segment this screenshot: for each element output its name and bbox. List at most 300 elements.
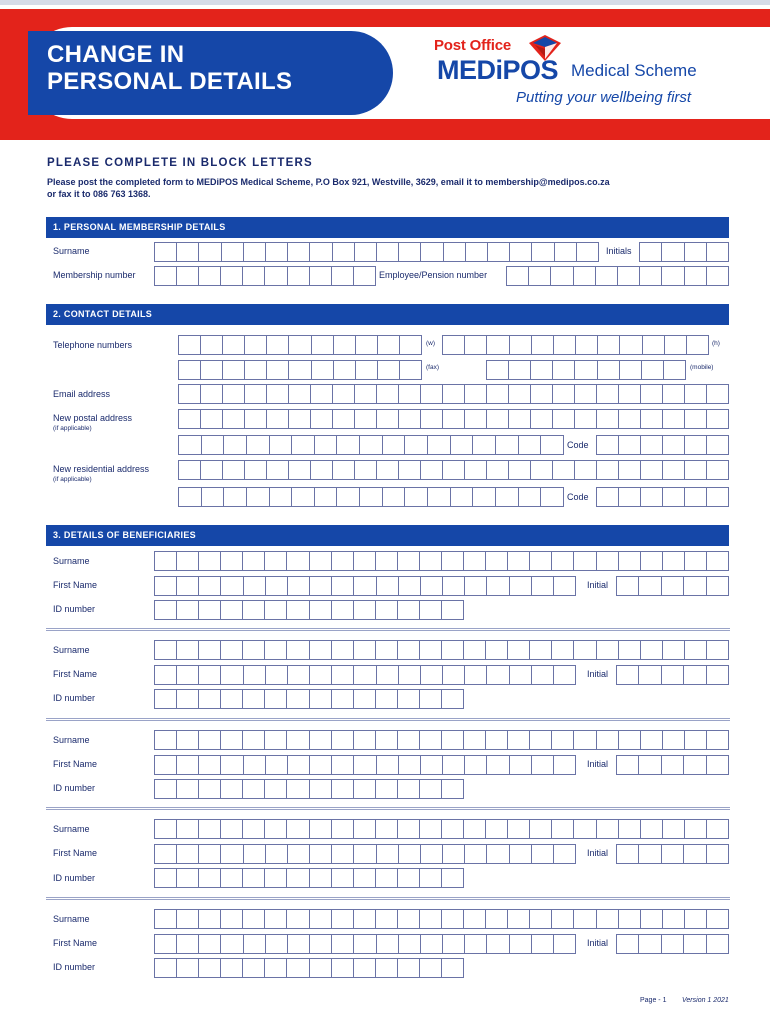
character-cell[interactable] <box>244 935 266 953</box>
character-cell[interactable] <box>707 552 728 570</box>
character-cell[interactable] <box>179 461 201 479</box>
character-cell[interactable] <box>597 641 619 659</box>
character-cell[interactable] <box>202 436 225 454</box>
character-cell[interactable] <box>496 436 519 454</box>
character-cell[interactable] <box>465 461 487 479</box>
character-cell[interactable] <box>378 336 400 354</box>
character-cell[interactable] <box>444 243 466 261</box>
character-cell[interactable] <box>267 410 289 428</box>
character-cell[interactable] <box>177 959 199 977</box>
character-cell[interactable] <box>201 361 223 379</box>
character-cell[interactable] <box>662 756 684 774</box>
character-cell[interactable] <box>420 731 442 749</box>
character-cell[interactable] <box>707 910 728 928</box>
character-cell[interactable] <box>243 780 265 798</box>
character-cell[interactable] <box>155 756 177 774</box>
character-cell[interactable] <box>334 361 356 379</box>
character-cell[interactable] <box>265 641 287 659</box>
character-cell[interactable] <box>267 336 289 354</box>
character-cell[interactable] <box>442 641 464 659</box>
character-cell[interactable] <box>355 410 377 428</box>
character-cell[interactable] <box>288 243 310 261</box>
character-cell[interactable] <box>312 361 334 379</box>
character-cell[interactable] <box>619 488 641 506</box>
character-cell[interactable] <box>289 461 311 479</box>
character-cell[interactable] <box>465 385 487 403</box>
character-cell[interactable] <box>428 488 451 506</box>
character-cell[interactable] <box>288 756 310 774</box>
fax-field[interactable] <box>178 360 422 380</box>
character-cell[interactable] <box>332 959 354 977</box>
character-cell[interactable] <box>663 731 685 749</box>
character-cell[interactable] <box>288 935 310 953</box>
character-cell[interactable] <box>598 336 620 354</box>
character-cell[interactable] <box>597 731 619 749</box>
character-cell[interactable] <box>641 552 663 570</box>
character-cell[interactable] <box>684 756 706 774</box>
character-cell[interactable] <box>596 267 618 285</box>
character-cell[interactable] <box>519 436 542 454</box>
character-cell[interactable] <box>155 935 177 953</box>
character-cell[interactable] <box>662 845 684 863</box>
character-cell[interactable] <box>155 780 177 798</box>
character-cell[interactable] <box>443 577 465 595</box>
character-cell[interactable] <box>421 845 443 863</box>
residential-code-field[interactable] <box>596 487 729 507</box>
character-cell[interactable] <box>574 267 596 285</box>
character-cell[interactable] <box>420 552 442 570</box>
character-cell[interactable] <box>310 910 332 928</box>
character-cell[interactable] <box>398 690 420 708</box>
character-cell[interactable] <box>575 361 597 379</box>
character-cell[interactable] <box>662 243 684 261</box>
character-cell[interactable] <box>510 666 532 684</box>
character-cell[interactable] <box>221 552 243 570</box>
beneficiary-4-initial-field[interactable] <box>616 844 729 864</box>
character-cell[interactable] <box>354 267 375 285</box>
character-cell[interactable] <box>575 385 597 403</box>
beneficiary-1-initial-field[interactable] <box>616 576 729 596</box>
beneficiary-3-surname-field[interactable] <box>154 730 729 750</box>
character-cell[interactable] <box>360 488 383 506</box>
character-cell[interactable] <box>451 488 474 506</box>
character-cell[interactable] <box>355 243 377 261</box>
character-cell[interactable] <box>530 552 552 570</box>
character-cell[interactable] <box>487 385 509 403</box>
character-cell[interactable] <box>199 641 221 659</box>
character-cell[interactable] <box>465 336 487 354</box>
character-cell[interactable] <box>443 410 465 428</box>
character-cell[interactable] <box>400 361 421 379</box>
character-cell[interactable] <box>541 436 563 454</box>
character-cell[interactable] <box>332 690 354 708</box>
character-cell[interactable] <box>177 552 199 570</box>
character-cell[interactable] <box>531 385 553 403</box>
character-cell[interactable] <box>465 845 487 863</box>
character-cell[interactable] <box>641 385 663 403</box>
beneficiary-2-initial-field[interactable] <box>616 665 729 685</box>
character-cell[interactable] <box>662 935 684 953</box>
character-cell[interactable] <box>641 910 663 928</box>
character-cell[interactable] <box>399 243 421 261</box>
character-cell[interactable] <box>640 243 662 261</box>
character-cell[interactable] <box>576 336 598 354</box>
telephone-work-field[interactable] <box>178 335 422 355</box>
character-cell[interactable] <box>510 935 532 953</box>
character-cell[interactable] <box>575 410 597 428</box>
character-cell[interactable] <box>639 845 661 863</box>
character-cell[interactable] <box>420 869 442 887</box>
beneficiary-5-surname-field[interactable] <box>154 909 729 929</box>
character-cell[interactable] <box>177 731 199 749</box>
character-cell[interactable] <box>663 820 685 838</box>
character-cell[interactable] <box>530 910 552 928</box>
character-cell[interactable] <box>267 461 289 479</box>
character-cell[interactable] <box>640 267 662 285</box>
character-cell[interactable] <box>332 601 354 619</box>
character-cell[interactable] <box>247 488 270 506</box>
character-cell[interactable] <box>663 552 685 570</box>
character-cell[interactable] <box>420 959 442 977</box>
character-cell[interactable] <box>310 666 332 684</box>
character-cell[interactable] <box>356 361 378 379</box>
character-cell[interactable] <box>507 267 529 285</box>
character-cell[interactable] <box>383 488 406 506</box>
character-cell[interactable] <box>337 488 360 506</box>
character-cell[interactable] <box>421 666 443 684</box>
character-cell[interactable] <box>243 267 265 285</box>
character-cell[interactable] <box>265 780 287 798</box>
character-cell[interactable] <box>155 690 177 708</box>
character-cell[interactable] <box>530 641 552 659</box>
character-cell[interactable] <box>442 780 463 798</box>
character-cell[interactable] <box>399 845 421 863</box>
beneficiary-3-first-name-field[interactable] <box>154 755 576 775</box>
character-cell[interactable] <box>442 601 463 619</box>
character-cell[interactable] <box>199 869 221 887</box>
character-cell[interactable] <box>487 361 509 379</box>
character-cell[interactable] <box>620 336 642 354</box>
membership-number-field[interactable] <box>154 266 376 286</box>
character-cell[interactable] <box>177 780 199 798</box>
character-cell[interactable] <box>617 845 639 863</box>
character-cell[interactable] <box>221 601 243 619</box>
character-cell[interactable] <box>707 731 728 749</box>
character-cell[interactable] <box>247 436 270 454</box>
character-cell[interactable] <box>554 666 575 684</box>
character-cell[interactable] <box>245 410 267 428</box>
character-cell[interactable] <box>443 756 465 774</box>
character-cell[interactable] <box>332 577 354 595</box>
character-cell[interactable] <box>510 336 532 354</box>
character-cell[interactable] <box>663 910 685 928</box>
character-cell[interactable] <box>311 461 333 479</box>
character-cell[interactable] <box>354 935 376 953</box>
character-cell[interactable] <box>245 361 267 379</box>
character-cell[interactable] <box>310 577 332 595</box>
character-cell[interactable] <box>310 267 332 285</box>
character-cell[interactable] <box>531 410 553 428</box>
character-cell[interactable] <box>641 461 663 479</box>
character-cell[interactable] <box>665 336 687 354</box>
character-cell[interactable] <box>421 243 443 261</box>
character-cell[interactable] <box>243 601 265 619</box>
character-cell[interactable] <box>597 385 619 403</box>
beneficiary-3-id-field[interactable] <box>154 779 464 799</box>
character-cell[interactable] <box>221 577 243 595</box>
character-cell[interactable] <box>177 869 199 887</box>
character-cell[interactable] <box>266 845 288 863</box>
character-cell[interactable] <box>597 488 619 506</box>
character-cell[interactable] <box>464 820 486 838</box>
character-cell[interactable] <box>376 959 398 977</box>
character-cell[interactable] <box>266 243 288 261</box>
character-cell[interactable] <box>199 243 221 261</box>
character-cell[interactable] <box>266 666 288 684</box>
character-cell[interactable] <box>354 820 376 838</box>
character-cell[interactable] <box>155 267 177 285</box>
character-cell[interactable] <box>398 641 420 659</box>
character-cell[interactable] <box>619 461 641 479</box>
character-cell[interactable] <box>598 361 620 379</box>
character-cell[interactable] <box>224 488 247 506</box>
character-cell[interactable] <box>243 959 265 977</box>
character-cell[interactable] <box>287 552 309 570</box>
character-cell[interactable] <box>465 935 487 953</box>
character-cell[interactable] <box>288 577 310 595</box>
character-cell[interactable] <box>332 935 354 953</box>
email-field[interactable] <box>178 384 729 404</box>
character-cell[interactable] <box>265 601 287 619</box>
character-cell[interactable] <box>399 461 421 479</box>
character-cell[interactable] <box>266 935 288 953</box>
character-cell[interactable] <box>354 690 376 708</box>
character-cell[interactable] <box>221 780 243 798</box>
character-cell[interactable] <box>354 756 376 774</box>
character-cell[interactable] <box>486 552 508 570</box>
character-cell[interactable] <box>421 410 443 428</box>
character-cell[interactable] <box>421 577 443 595</box>
character-cell[interactable] <box>508 641 530 659</box>
character-cell[interactable] <box>155 641 177 659</box>
character-cell[interactable] <box>707 410 728 428</box>
character-cell[interactable] <box>639 756 661 774</box>
character-cell[interactable] <box>177 845 199 863</box>
character-cell[interactable] <box>243 690 265 708</box>
character-cell[interactable] <box>707 756 728 774</box>
character-cell[interactable] <box>597 820 619 838</box>
character-cell[interactable] <box>553 410 575 428</box>
character-cell[interactable] <box>641 731 663 749</box>
character-cell[interactable] <box>619 410 641 428</box>
character-cell[interactable] <box>332 731 354 749</box>
character-cell[interactable] <box>378 361 400 379</box>
beneficiary-1-surname-field[interactable] <box>154 551 729 571</box>
character-cell[interactable] <box>155 731 177 749</box>
character-cell[interactable] <box>466 243 488 261</box>
character-cell[interactable] <box>398 780 420 798</box>
character-cell[interactable] <box>398 552 420 570</box>
character-cell[interactable] <box>199 552 221 570</box>
character-cell[interactable] <box>221 959 243 977</box>
character-cell[interactable] <box>473 488 496 506</box>
character-cell[interactable] <box>641 641 663 659</box>
character-cell[interactable] <box>617 756 639 774</box>
postal-code-field[interactable] <box>596 435 729 455</box>
character-cell[interactable] <box>663 641 685 659</box>
character-cell[interactable] <box>685 731 707 749</box>
character-cell[interactable] <box>287 910 309 928</box>
character-cell[interactable] <box>332 869 354 887</box>
character-cell[interactable] <box>510 845 532 863</box>
character-cell[interactable] <box>376 641 398 659</box>
character-cell[interactable] <box>400 336 421 354</box>
character-cell[interactable] <box>496 488 519 506</box>
character-cell[interactable] <box>310 820 332 838</box>
character-cell[interactable] <box>687 336 708 354</box>
character-cell[interactable] <box>221 820 243 838</box>
character-cell[interactable] <box>442 820 464 838</box>
character-cell[interactable] <box>199 845 221 863</box>
character-cell[interactable] <box>265 552 287 570</box>
character-cell[interactable] <box>531 361 553 379</box>
character-cell[interactable] <box>265 959 287 977</box>
character-cell[interactable] <box>377 243 399 261</box>
character-cell[interactable] <box>487 756 509 774</box>
character-cell[interactable] <box>685 488 707 506</box>
character-cell[interactable] <box>199 267 221 285</box>
character-cell[interactable] <box>443 845 465 863</box>
character-cell[interactable] <box>639 577 661 595</box>
character-cell[interactable] <box>554 577 575 595</box>
character-cell[interactable] <box>509 410 531 428</box>
character-cell[interactable] <box>618 267 640 285</box>
character-cell[interactable] <box>292 436 315 454</box>
character-cell[interactable] <box>443 666 465 684</box>
character-cell[interactable] <box>554 756 575 774</box>
character-cell[interactable] <box>245 385 267 403</box>
character-cell[interactable] <box>532 243 554 261</box>
character-cell[interactable] <box>443 336 465 354</box>
character-cell[interactable] <box>383 436 406 454</box>
character-cell[interactable] <box>270 488 293 506</box>
character-cell[interactable] <box>421 935 443 953</box>
character-cell[interactable] <box>531 461 553 479</box>
character-cell[interactable] <box>420 601 442 619</box>
beneficiary-3-initial-field[interactable] <box>616 755 729 775</box>
character-cell[interactable] <box>574 641 596 659</box>
character-cell[interactable] <box>355 385 377 403</box>
character-cell[interactable] <box>376 869 398 887</box>
character-cell[interactable] <box>221 666 243 684</box>
character-cell[interactable] <box>597 910 619 928</box>
character-cell[interactable] <box>310 690 332 708</box>
character-cell[interactable] <box>641 410 663 428</box>
character-cell[interactable] <box>398 820 420 838</box>
character-cell[interactable] <box>177 601 199 619</box>
character-cell[interactable] <box>619 385 641 403</box>
character-cell[interactable] <box>442 731 464 749</box>
character-cell[interactable] <box>354 552 376 570</box>
character-cell[interactable] <box>597 436 619 454</box>
character-cell[interactable] <box>509 385 531 403</box>
character-cell[interactable] <box>405 436 428 454</box>
character-cell[interactable] <box>519 488 542 506</box>
character-cell[interactable] <box>376 552 398 570</box>
character-cell[interactable] <box>617 666 639 684</box>
character-cell[interactable] <box>376 690 398 708</box>
character-cell[interactable] <box>685 910 707 928</box>
character-cell[interactable] <box>332 780 354 798</box>
character-cell[interactable] <box>639 935 661 953</box>
character-cell[interactable] <box>442 910 464 928</box>
character-cell[interactable] <box>267 385 289 403</box>
telephone-home-field[interactable] <box>442 335 709 355</box>
character-cell[interactable] <box>428 436 451 454</box>
character-cell[interactable] <box>685 436 707 454</box>
character-cell[interactable] <box>332 756 354 774</box>
character-cell[interactable] <box>552 731 574 749</box>
character-cell[interactable] <box>311 385 333 403</box>
character-cell[interactable] <box>420 641 442 659</box>
character-cell[interactable] <box>332 910 354 928</box>
character-cell[interactable] <box>177 820 199 838</box>
character-cell[interactable] <box>265 267 287 285</box>
character-cell[interactable] <box>155 845 177 863</box>
character-cell[interactable] <box>199 666 221 684</box>
character-cell[interactable] <box>221 845 243 863</box>
character-cell[interactable] <box>287 780 309 798</box>
character-cell[interactable] <box>177 267 199 285</box>
character-cell[interactable] <box>510 577 532 595</box>
character-cell[interactable] <box>177 935 199 953</box>
character-cell[interactable] <box>155 601 177 619</box>
character-cell[interactable] <box>465 666 487 684</box>
character-cell[interactable] <box>243 641 265 659</box>
character-cell[interactable] <box>221 935 243 953</box>
character-cell[interactable] <box>399 577 421 595</box>
character-cell[interactable] <box>510 756 532 774</box>
character-cell[interactable] <box>619 436 641 454</box>
character-cell[interactable] <box>221 731 243 749</box>
character-cell[interactable] <box>244 756 266 774</box>
character-cell[interactable] <box>177 577 199 595</box>
character-cell[interactable] <box>575 461 597 479</box>
character-cell[interactable] <box>337 436 360 454</box>
character-cell[interactable] <box>399 410 421 428</box>
beneficiary-4-first-name-field[interactable] <box>154 844 576 864</box>
character-cell[interactable] <box>376 601 398 619</box>
character-cell[interactable] <box>288 666 310 684</box>
character-cell[interactable] <box>574 731 596 749</box>
character-cell[interactable] <box>377 385 399 403</box>
beneficiary-2-id-field[interactable] <box>154 689 464 709</box>
character-cell[interactable] <box>310 243 332 261</box>
character-cell[interactable] <box>310 601 332 619</box>
character-cell[interactable] <box>443 385 465 403</box>
character-cell[interactable] <box>377 666 399 684</box>
character-cell[interactable] <box>421 756 443 774</box>
character-cell[interactable] <box>487 935 509 953</box>
character-cell[interactable] <box>223 461 245 479</box>
character-cell[interactable] <box>177 690 199 708</box>
character-cell[interactable] <box>642 361 664 379</box>
character-cell[interactable] <box>155 577 177 595</box>
character-cell[interactable] <box>399 666 421 684</box>
character-cell[interactable] <box>399 385 421 403</box>
character-cell[interactable] <box>551 267 573 285</box>
character-cell[interactable] <box>244 577 266 595</box>
